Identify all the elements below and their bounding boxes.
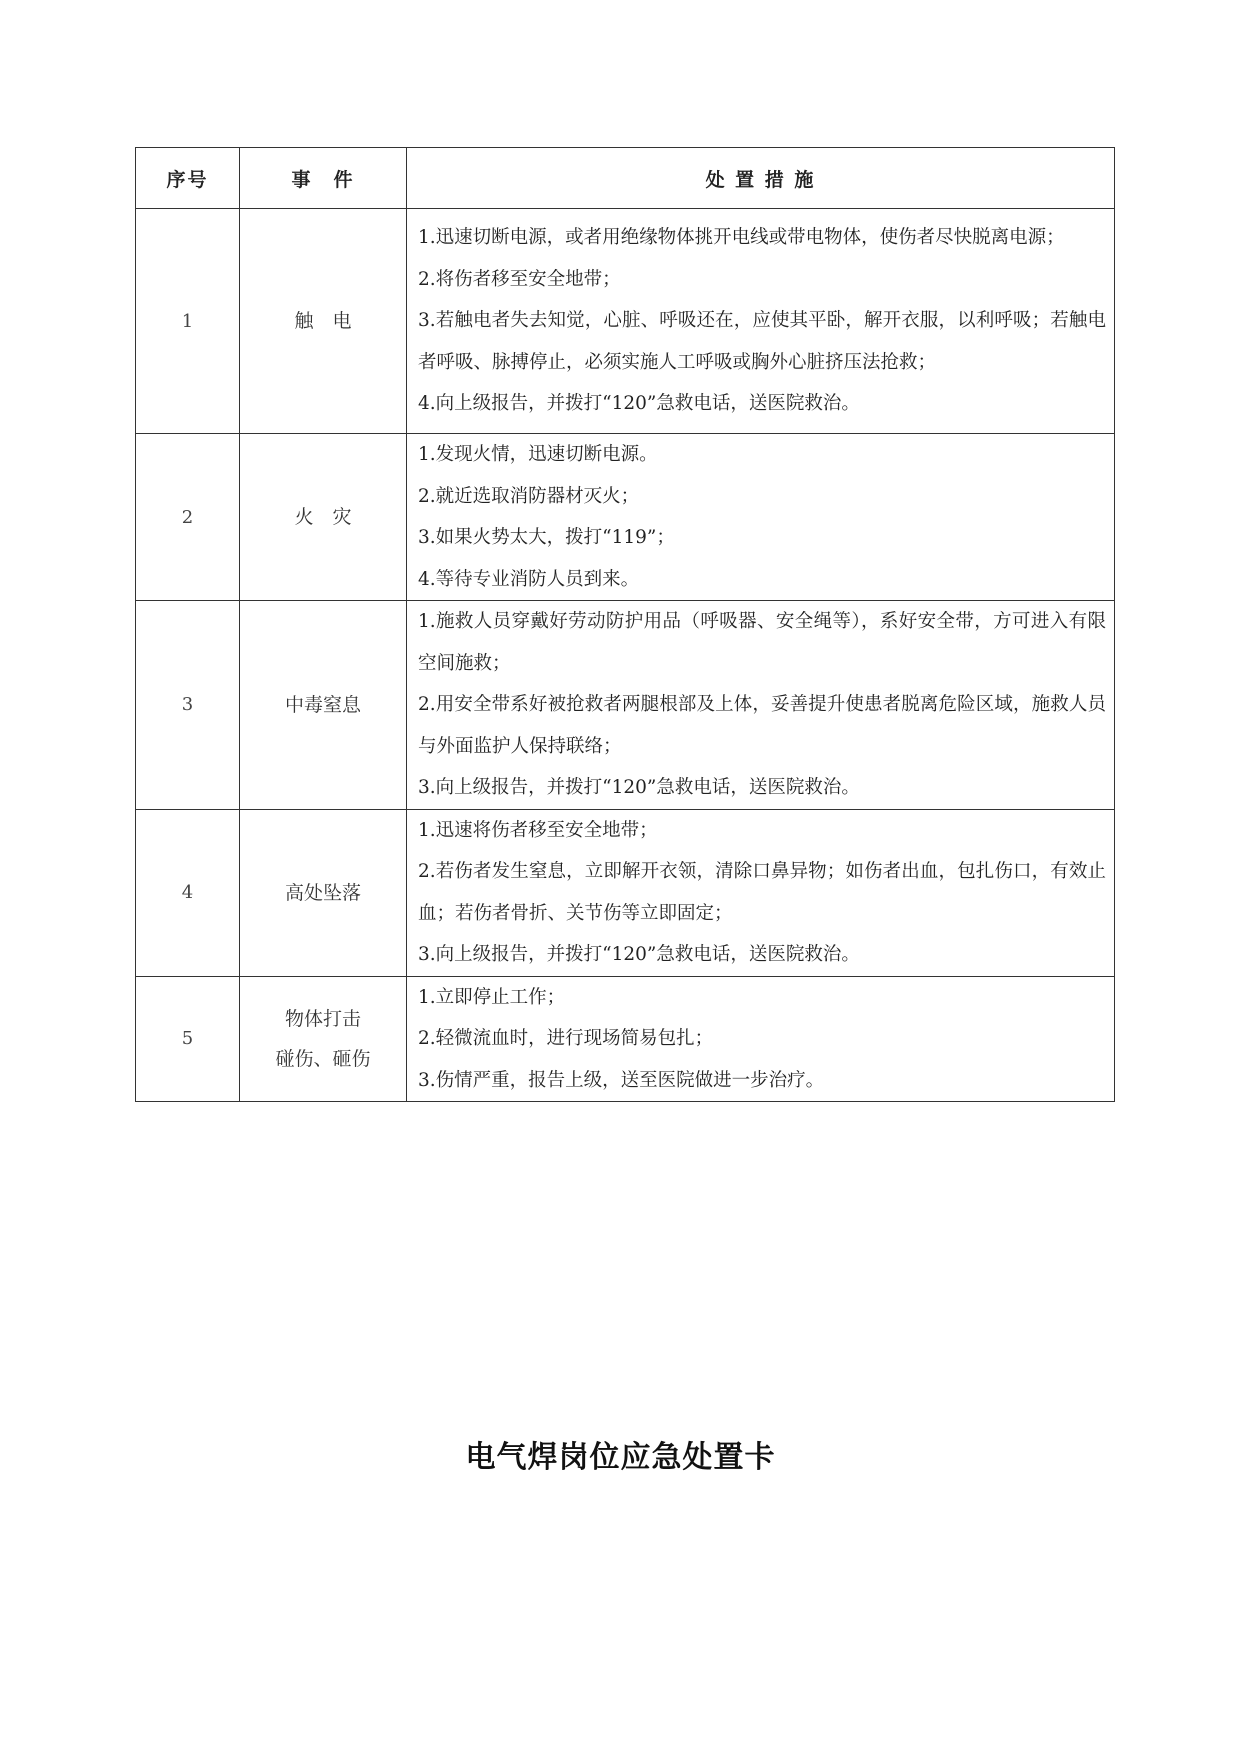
table-row — [136, 809, 1115, 976]
table-row — [136, 976, 1115, 1102]
measure-item: 2.用安全带系好被抢救者两腿根部及上体，妥善提升使患者脱离危险区域，施救人员与外面监护人保持联络； — [418, 694, 1106, 757]
event-cell: 火 灾 — [240, 434, 407, 601]
measures-cell — [407, 601, 1115, 810]
measure-item: 3.向上级报告，并拨打“120”急救电话，送医院救治。 — [418, 944, 860, 965]
event-cell: 高处坠落 — [240, 809, 407, 976]
header-seq: 序号 — [136, 148, 240, 209]
measure-item: 1.迅速将伤者移至安全地带； — [418, 819, 658, 841]
seq-cell: 4 — [136, 809, 240, 976]
header-measures: 处 置 措 施 — [407, 148, 1115, 209]
seq-cell: 3 — [136, 601, 240, 810]
measures-cell — [407, 209, 1115, 434]
table-row — [136, 209, 1115, 434]
measure-item: 2.轻微流血时，进行现场简易包扎； — [418, 1028, 714, 1049]
measure-item: 3.伤情严重，报告上级，送至医院做进一步治疗。 — [418, 1069, 825, 1091]
seq-cell: 2 — [136, 434, 240, 601]
measure-item: 1.施救人员穿戴好劳动防护用品（呼吸器、安全绳等），系好安全带，方可进入有限空间施救； — [418, 611, 1106, 674]
event-cell — [240, 976, 407, 1102]
event-cell: 触 电 — [240, 209, 407, 434]
measures-cell — [407, 809, 1115, 976]
measures-cell — [407, 976, 1115, 1102]
seq-cell: 5 — [136, 976, 240, 1102]
measure-item: 2.将伤者移至安全地带； — [418, 268, 621, 290]
seq-cell: 1 — [136, 209, 240, 434]
measures-cell — [407, 434, 1115, 601]
table-row — [136, 434, 1115, 601]
table-row — [136, 601, 1115, 810]
measure-item: 1.立即停止工作； — [418, 986, 566, 1008]
table-header-row — [136, 148, 1115, 209]
measure-item: 4.等待专业消防人员到来。 — [418, 568, 640, 590]
header-event: 事 件 — [240, 148, 407, 209]
measure-item: 3.若触电者失去知觉，心脏、呼吸还在，应使其平卧，解开衣服，以利呼吸；若触电者呼吸、脉搏停止，必须实施人工呼吸或胸外心脏挤压法抢救； — [418, 310, 1106, 373]
measure-item: 3.如果火势太大，拨打“119”； — [418, 527, 675, 548]
measure-item: 2.就近选取消防器材灭火； — [418, 485, 640, 507]
measure-item: 3.向上级报告，并拨打“120”急救电话，送医院救治。 — [418, 777, 860, 798]
event-line: 碰伤、砸伤 — [275, 1047, 371, 1070]
measure-item: 2.若伤者发生窒息，立即解开衣领，清除口鼻异物；如伤者出血，包扎伤口，有效止血；若伤者骨折、关节伤等立即固定； — [418, 861, 1106, 924]
event-cell: 中毒窒息 — [240, 601, 407, 810]
event-line: 物体打击 — [284, 1007, 361, 1030]
measure-item: 1.发现火情，迅速切断电源。 — [418, 444, 658, 465]
sheet-title: 电气焊岗位应急处置卡 — [465, 1440, 776, 1475]
measure-item: 1.迅速切断电源，或者用绝缘物体挑开电线或带电物体，使伤者尽快脱离电源； — [418, 227, 1065, 249]
emergency-measures-table — [135, 147, 1115, 1102]
measure-item: 4.向上级报告，并拨打“120”急救电话，送医院救治。 — [418, 393, 860, 415]
